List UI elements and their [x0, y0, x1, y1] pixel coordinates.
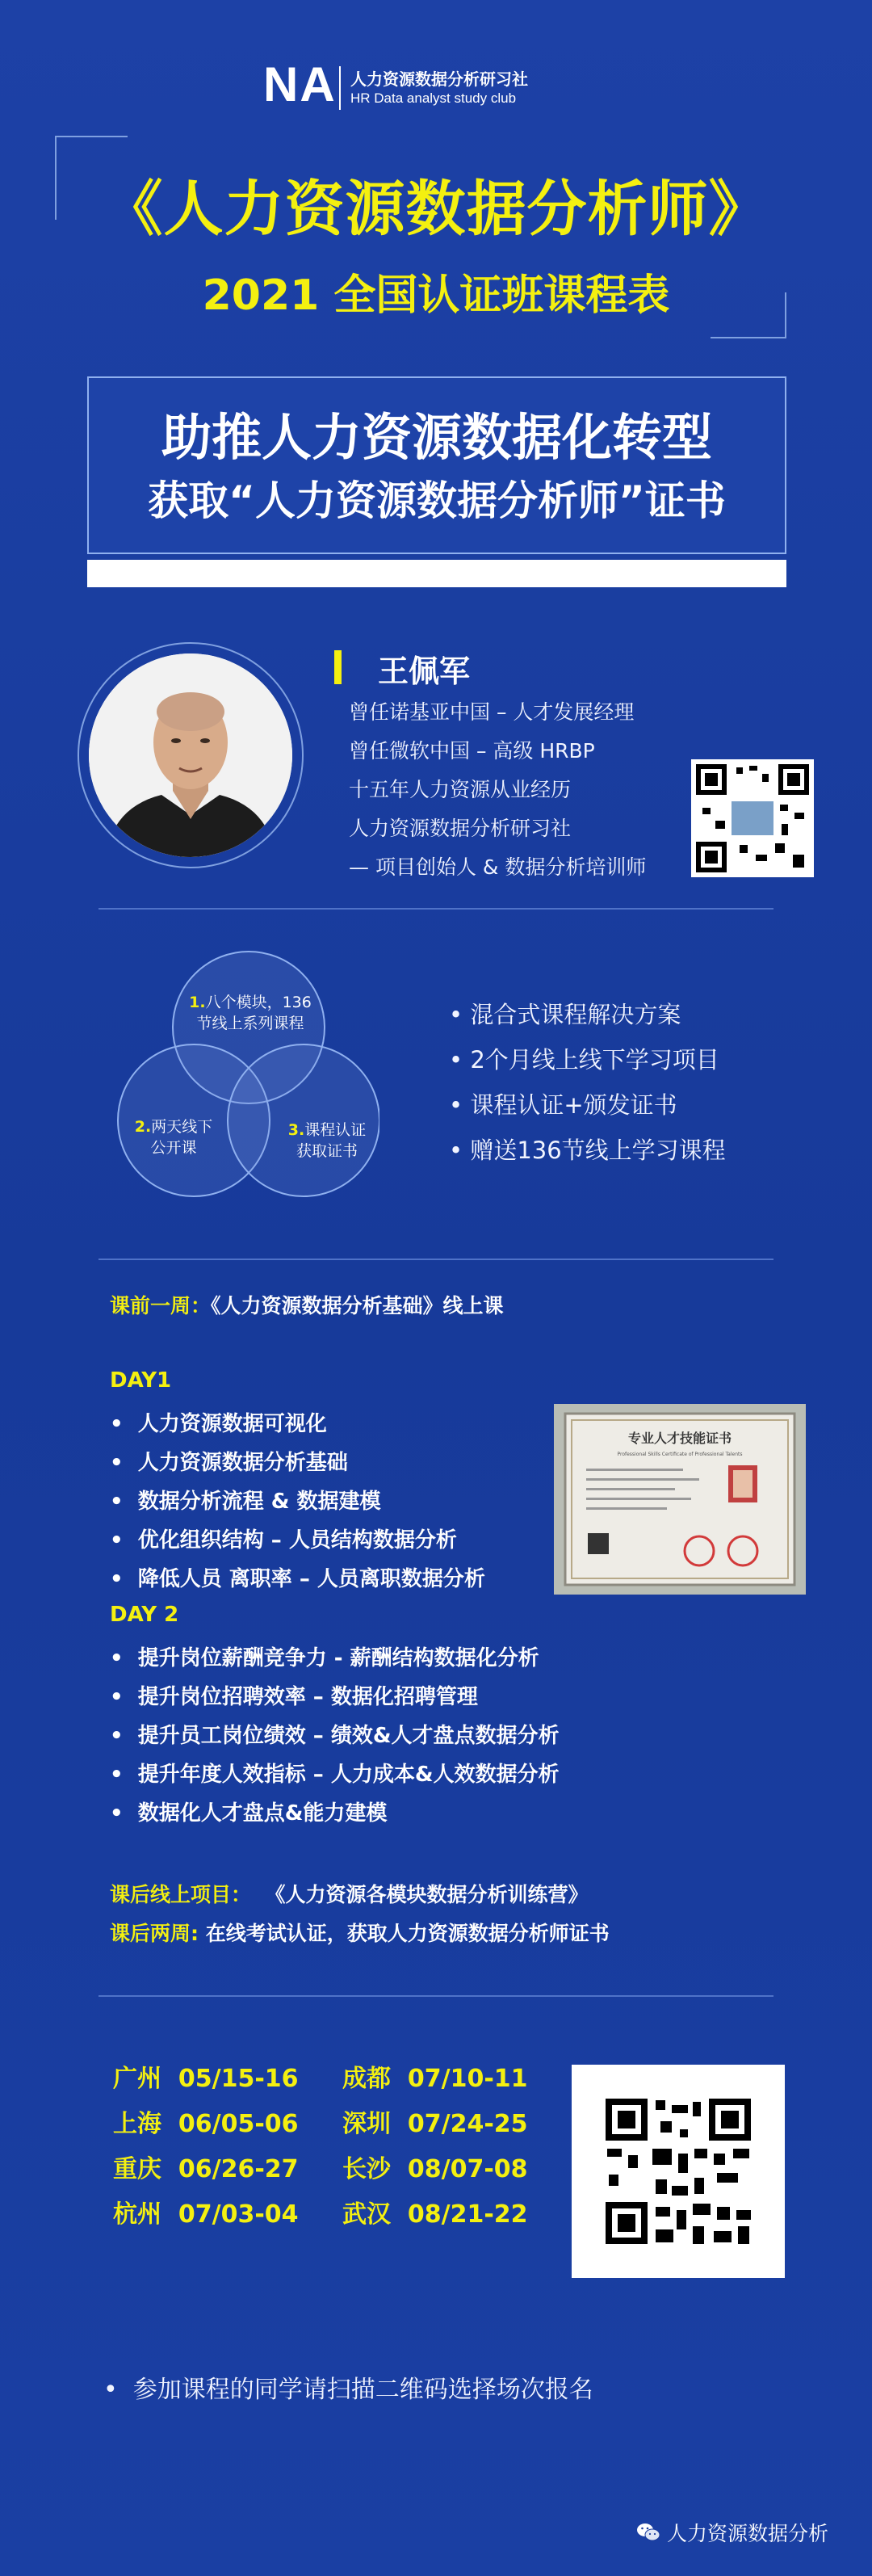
day1-item: • 优化组织结构 – 人员结构数据分析	[110, 1528, 457, 1553]
city-session: 成都 07/10-11	[342, 2065, 528, 2093]
day1-item: • 数据分析流程 & 数据建模	[110, 1490, 381, 1514]
city-session: 广州 05/15-16	[113, 2065, 299, 2093]
venn-label-3: 3.课程认证 获取证书	[287, 1121, 367, 1160]
logo-separator	[339, 66, 341, 110]
day2-label: DAY 2	[110, 1603, 179, 1627]
day1-item: • 降低人员 离职率 – 人员离职数据分析	[110, 1567, 485, 1591]
registration-note: • 参加课程的同学请扫描二维码选择场次报名	[103, 2376, 593, 2404]
instructor-name: 王佩军	[378, 653, 471, 689]
day1-item: • 人力资源数据分析基础	[110, 1451, 348, 1475]
bio-line: — 项目创始人 & 数据分析培训师	[349, 855, 647, 879]
wechat-watermark: 人力资源数据分析	[636, 2518, 828, 2548]
feature-item: • 2个月线上线下学习项目	[449, 1046, 719, 1074]
frame-line-top	[55, 136, 128, 137]
logo-english-name: HR Data analyst study club	[350, 90, 517, 106]
city-session: 武汉 08/21-22	[342, 2200, 528, 2229]
day2-item: • 数据化人才盘点&能力建模	[110, 1801, 388, 1826]
pre-course: 课前一周：《人力资源数据分析基础》线上课	[110, 1294, 504, 1317]
logo-chinese-name: 人力资源数据分析研习社	[350, 69, 528, 89]
post-course-project: 课后线上项目： 《人力资源各模块数据分析训练营》	[110, 1883, 589, 1906]
sub-title: 2021 全国认证班课程表	[202, 271, 670, 320]
venn-label-1: 1.八个模块，136 节线上系列课程	[189, 994, 312, 1032]
bio-line: 十五年人力资源从业经历	[349, 778, 572, 801]
city-session: 长沙 08/07-08	[342, 2155, 528, 2183]
qr-code-small	[691, 759, 814, 877]
feature-item: • 混合式课程解决方案	[449, 1001, 681, 1028]
feature-item: • 课程认证+颁发证书	[449, 1091, 677, 1119]
feature-item: • 赠送136节线上学习课程	[449, 1137, 726, 1164]
instructor-avatar	[89, 653, 292, 857]
certificate-subtitle: Professional Skills Certificate of Professional Talents	[617, 1452, 743, 1457]
banner-underline-bar	[87, 560, 786, 587]
day2-item: • 提升年度人效指标 – 人力成本&人效数据分析	[110, 1763, 560, 1787]
day2-item: • 提升岗位招聘效率 – 数据化招聘管理	[110, 1685, 478, 1709]
bio-line: 曾任微软中国 – 高级 HRBP	[349, 739, 595, 763]
logo-mark: NA	[263, 57, 337, 111]
slogan-line-1: 助推人力资源数据化转型	[161, 408, 712, 467]
venn-label-2: 2.两天线下 公开课	[134, 1118, 213, 1157]
day1-label: DAY1	[110, 1368, 172, 1393]
city-session: 杭州 07/03-04	[113, 2200, 299, 2229]
city-session: 深圳 07/24-25	[342, 2110, 528, 2138]
bio-line: 人力资源数据分析研习社	[349, 817, 572, 840]
section-divider	[99, 1259, 773, 1260]
main-title: 《人力资源数据分析师》	[103, 174, 769, 244]
final-exam: 课后两周: 在线考试认证，获取人力资源数据分析师证书	[110, 1922, 610, 1945]
qr-code-large[interactable]	[572, 2065, 785, 2278]
certificate-title: 专业人才技能证书	[627, 1431, 732, 1446]
day2-item: • 提升员工岗位绩效 – 绩效&人才盘点数据分析	[110, 1724, 560, 1748]
city-session: 重庆 06/26-27	[113, 2155, 299, 2183]
certificate-image	[554, 1404, 806, 1595]
day2-item: • 提升岗位薪酬竞争力 - 薪酬结构数据化分析	[110, 1646, 539, 1670]
section-divider	[99, 1995, 773, 1997]
name-accent-bar	[334, 650, 342, 684]
day1-item: • 人力资源数据可视化	[110, 1412, 327, 1436]
section-divider	[99, 908, 773, 910]
venn-diagram	[105, 947, 379, 1221]
frame-line-bottom	[711, 337, 786, 338]
city-session: 上海 06/05-06	[113, 2110, 299, 2138]
bio-line: 曾任诺基亚中国 – 人才发展经理	[349, 700, 635, 724]
slogan-line-2: 获取“人力资源数据分析师”证书	[148, 477, 726, 524]
wechat-icon	[636, 2522, 660, 2548]
